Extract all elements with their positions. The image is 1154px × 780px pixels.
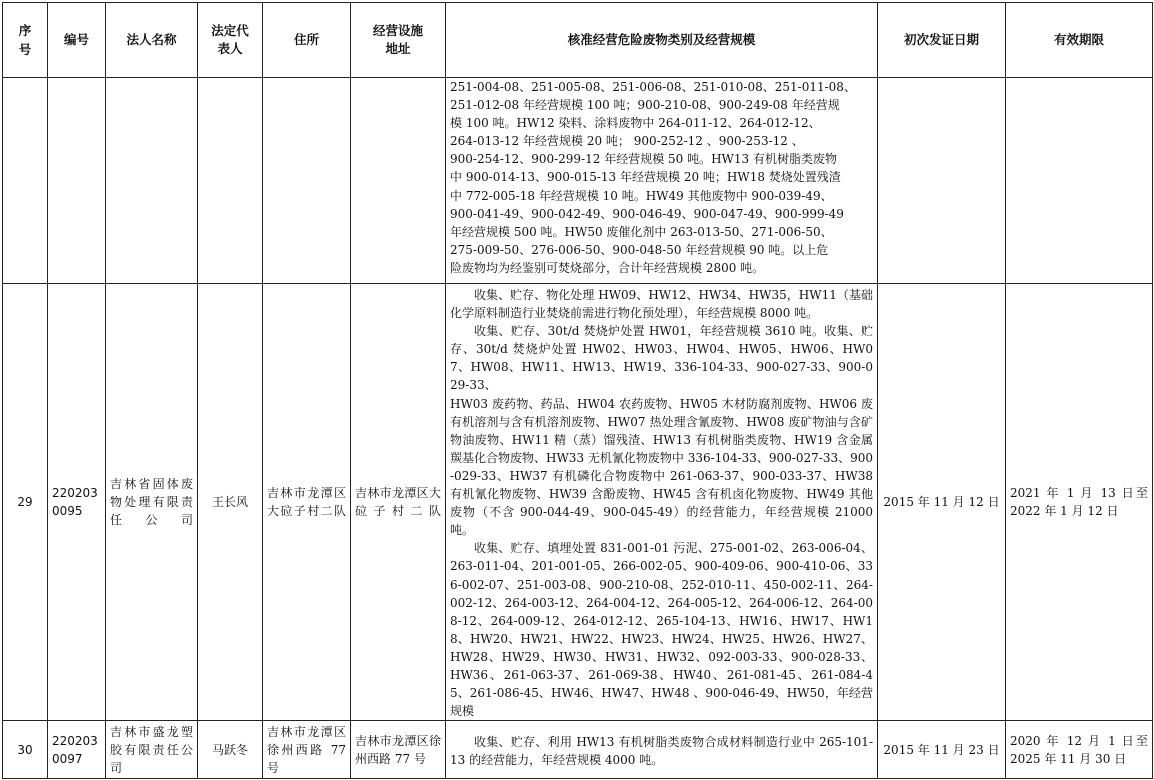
row-validity-period: 2020 年 12 月 1 日至 2025 年 11 月 30 日 [1006,721,1153,779]
row-code: 220203 0097 [48,721,106,779]
row-scope [446,284,878,721]
row-seq: 30 [3,721,48,779]
row-legal-rep: 王长风 [198,284,263,721]
scope-paragraph: HW03 废药物、药品、HW04 农药废物、HW05 木材防腐剂废物、HW06 废有机溶剂与含有机溶剂废物、HW07 热处理含氰废物、HW08 废矿物油与含矿物油废物、HW11 精（蒸）馏残渣、HW13 有机树脂类废物、HW19 含金属羰基化合物废物、HW33 无机氰化物废物中 336-104-33、900-027-33、900-029-33、HW37 有机磷化合物废物中 261-063-37、900-033-37、HW38 有机氰化物废物、HW39 含酚废物、HW45 含有机卤化物废物、HW49 其他废物（不含 900-044-49、900-045-49）的经营能力，年经营规模 21000 吨。 [450,396,873,538]
row-facility-address: 吉林市龙潭区大砬子村二队 [351,284,446,721]
scope-line: 264-013-12 年经营规模 20 吨； 900-252-12 、900-253-12 、 [450,134,804,149]
row-scope: 收集、贮存、利用 HW13 有机树脂类废物合成材料制造行业中 265-101-13 的经营能力，年经营规模 4000 吨。 [446,721,878,779]
row-code: 220203 0095 [48,284,106,721]
header-facility: 经营设施地址 [351,3,446,78]
scope-paragraph: 收集、贮存、30t/d 焚烧炉处置 HW01，年经营规模 3610 吨。收集、贮存、30t/d 焚烧炉处置 HW02、HW03、HW04、HW05、HW06、HW07、HW08、HW11、HW13、HW19、336-104-33、900-027-33、900-029-33、 [450,324,873,393]
scope-continued [446,78,878,284]
scope-line: 251-012-08 年经营规模 100 吨；900-210-08、900-249-08 年经营规 [450,98,840,113]
scope-line: 中 900-014-13、900-015-13 年经营规模 20 吨；HW18 焚烧处置残渣 [450,170,841,185]
row-legal-rep: 马跃冬 [198,721,263,779]
scope-line: 年经营规模 500 吨。HW50 废催化剂中 263-013-50、271-006-50、 [450,224,833,239]
header-code: 编号 [48,3,106,78]
table-row-continued [3,78,1153,284]
scope-line: 险废物均为经鉴别可焚烧部分，合计年经营规模 2800 吨。 [450,260,765,275]
row-first-issue-date: 2015 年 11 月 12 日 [878,284,1006,721]
scope-line: 900-041-49、900-042-49、900-046-49、900-047-49、900-999-49 [450,206,844,221]
scope-paragraph: 收集、贮存、填埋处置 831-001-01 污泥、275-001-02、263-006-04、263-011-04、201-001-05、266-002-05、900-409-06、900-410-06、336-002-07、251-003-08、900-210-08、252-010-11、450-002-11、264-002-12、264-003-12、264-004-12、264-005-12、264-006-12、264-008-12、264-009-12、264-012-12、265-104-13、HW16、HW17、HW18、HW20、HW21、HW22、HW23、HW24、HW25、HW26、HW27、HW28、HW29、HW30、HW31、HW32、092-003-33、900-028-33、HW36、261-063-37、261-069-38、HW40、261-081-45、261-084-45、261-086-45、HW46、HW47、HW48 、900-046-49、HW50，年经营规模 [450,541,873,719]
license-table [2,2,1153,779]
scope-line: 中 772-005-18 年经营规模 10 吨。HW49 其他废物中 900-039-49、 [450,188,833,203]
header-address: 住所 [263,3,351,78]
header-seq: 序号 [3,3,48,78]
scope-line: 275-009-50、276-006-50、900-048-50 年经营规模 90 吨。以上危 [450,242,829,257]
table-row-30 [3,721,1153,779]
row-validity-period: 2021 年 1 月 13 日至 2022 年 1 月 12 日 [1006,284,1153,721]
header-rep: 法定代表人 [198,3,263,78]
row-first-issue-date: 2015 年 11 月 23 日 [878,721,1006,779]
scope-line: 900-254-12、900-299-12 年经营规模 50 吨。HW13 有机树脂类废物 [450,152,837,167]
table-row-29 [3,284,1153,721]
scope-paragraph: 收集、贮存、物化处理 HW09、HW12、HW34、HW35，HW11（基础化学原料制造行业焚烧前需进行物化预处理），年经营规模 8000 吨。 [450,288,873,321]
header-first-date: 初次发证日期 [878,3,1006,78]
row-company-name: 吉林省固体废物处理有限责任公司 [106,284,198,721]
header-name: 法人名称 [106,3,198,78]
header-row [3,3,1153,78]
row-address: 吉林市龙潭区大砬子村二队 [263,284,351,721]
row-company-name: 吉林市盛龙塑胶有限责任公司 [106,721,198,779]
header-validity: 有效期限 [1006,3,1153,78]
row-seq: 29 [3,284,48,721]
row-address: 吉林市龙潭区徐州西路 77 号 [263,721,351,779]
header-scope: 核准经营危险废物类别及经营规模 [446,3,878,78]
scope-line: 251-004-08、251-005-08、251-006-08、251-010-08、251-011-08、 [450,80,856,94]
scope-line: 模 100 吨。HW12 染料、涂料废物中 264-011-12、264-012-12、 [450,116,821,131]
row-facility-address: 吉林市龙潭区徐州西路 77 号 [351,721,446,779]
